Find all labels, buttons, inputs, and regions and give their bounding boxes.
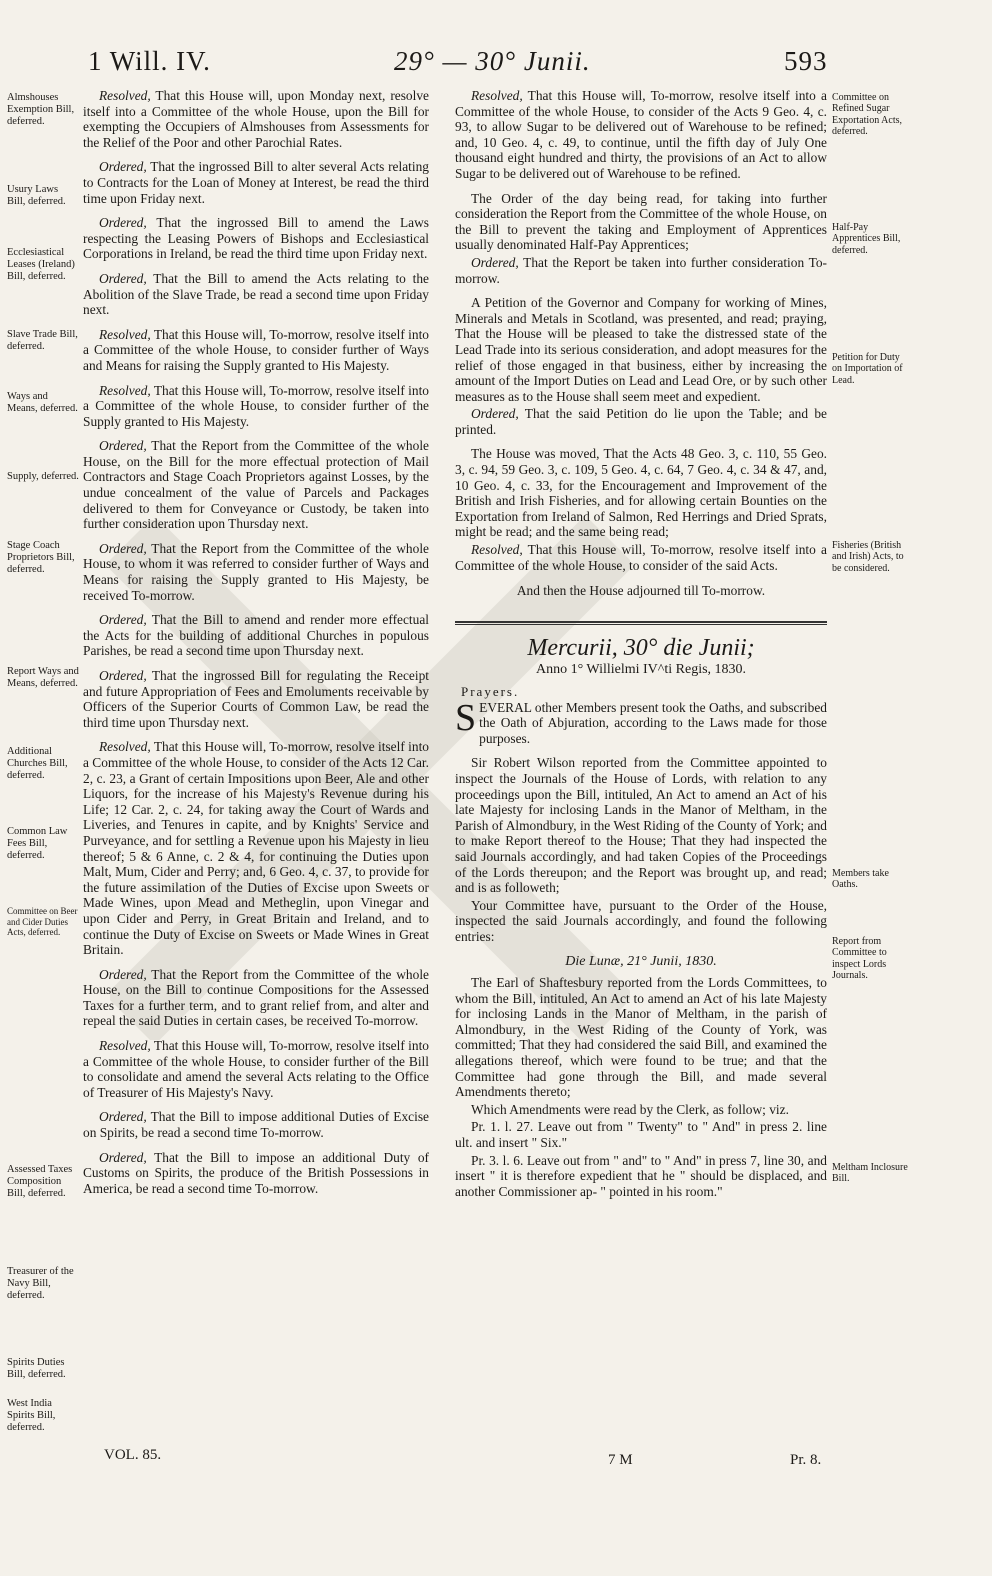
entry-date-subheading: Die Lunæ, 21° Junii, 1830. <box>565 953 717 969</box>
margin-note: West India Spirits Bill, deferred. <box>7 1398 56 1433</box>
entry-fisheries-resolved: Resolved, That this House will, To-morrow, resolve itself into a Committee of the whole House, to consider of the said Acts. <box>455 542 827 573</box>
margin-note: Half-Pay Apprentices Bill, deferred. <box>832 222 901 256</box>
entry-report-ways-means: Ordered, That the Report from the Committee of the whole House, to whom it was referred to consider further of Ways and Means for raising the Supply granted to His Majesty, be received To-morrow. <box>83 540 429 603</box>
catchword: Pr. 8. <box>790 1452 822 1468</box>
header-dates: 29° — 30° Junii. <box>394 46 591 76</box>
entry-additional-churches: Ordered, That the Bill to amend and render more effectual the Acts for the building of additional Churches in populous Parishes, be read a second time upon Thursday next. <box>83 612 429 659</box>
margin-note: Almshouses Exemption Bill, deferred. <box>7 92 75 127</box>
entry-lords-journals-report: Sir Robert Wilson reported from the Committee appointed to inspect the Journals of the House of Lords, with relation to any proceedings upon the Bill, intituled, An Act to amend an Act of his late Majesty for inclosing Lands in the Manor of Meltham, in the Parish of Almondbury, in the West Riding of the County of York; and to make Report thereof to the House; That they had inspected the said Journals accordingly, and had taken Copies of the Proceedings of the Lords thereupon; and the Report was brought up, and read; and is as followeth; <box>455 755 827 896</box>
prayers-heading: Prayers. <box>461 684 520 699</box>
entry-west-india-spirits: Ordered, That the Bill to impose an additional Duty of Customs on Spirits, the produce of the British Possessions in America, be read a second time To-morrow. <box>83 1149 429 1196</box>
entry-lead-petition: A Petition of the Governor and Company for working of Mines, Minerals and Metals in Scotland, was presented, and read; praying, That the House will be pleased to take the distressed state of the Lead Trade into its serious consideration, and adopt measures for the relief of those engaged in that business, either by increasing the amount of the Import Duties on Lead and Lead Ore, or by such other measures as to the House shall seem meet and expedient. <box>455 295 827 404</box>
margin-note: Spirits Duties Bill, deferred. <box>7 1357 66 1380</box>
entry-supply: Resolved, That this House will, To-morrow, resolve itself into a Committee of the whole House, to consider further of the Supply granted to His Majesty. <box>83 382 429 429</box>
entry-fisheries: The House was moved, That the Acts 48 Geo. 3, c. 110, 55 Geo. 3, c. 94, 59 Geo. 3, c. 109, 5 Geo. 4, c. 64, 7 Geo. 4, c. 34 & 47, and, 10 Geo. 4, c. 33, for the Encouragement and Improvement of the British and Irish Fisheries, and for allowing certain Bounties on the Exportation from Ireland of Salmon, Red Herrings and Dried Sprats, might be read; and the same being read; <box>455 446 827 540</box>
entry-amendment-2: Pr. 3. l. 6. Leave out from " and" to " And" in press 7, line 30, and insert " it is therefore expedient that he " should be displaced, and another Commissioner ap- " pointed in his room." <box>455 1152 827 1199</box>
header-regnal-year: 1 Will. IV. <box>88 46 211 76</box>
margin-note: Petition for Duty on Importation of Lead. <box>832 352 903 386</box>
margin-note: Committee on Refined Sugar Exportation Acts, deferred. <box>832 92 902 138</box>
margin-note: Stage Coach Proprietors Bill, deferred. <box>7 540 75 575</box>
entry-common-law-fees: Ordered, That the ingrossed Bill for regulating the Receipt and future Appropriation of Fees and Emoluments receivable by Officers of the Superior Courts of Common Law, be read the third time upon Thursday next. <box>83 668 429 730</box>
margin-note: Treasurer of the Navy Bill, deferred. <box>7 1266 74 1301</box>
margin-note: Slave Trade Bill, deferred. <box>7 329 78 352</box>
margin-note: Meltham Inclosure Bill. <box>832 1162 908 1185</box>
entry-members-oaths: SEVERAL other Members present took the Oaths, and subscribed the Oath of Abjuration, according to the Laws made for those purposes. <box>455 696 827 746</box>
entry-usury-laws: Ordered, That the ingrossed Bill to alter several Acts relating to Contracts for the Loan of Money at Interest, be read the third time upon Friday next. <box>83 159 429 206</box>
left-column <box>83 88 429 1205</box>
sitting-date-title: Mercurii, 30° die Junii; <box>527 634 755 661</box>
entry-amendments-read: Which Amendments were read by the Clerk, as follow; viz. <box>471 1101 789 1117</box>
entry-lead-petition-order: Ordered, That the said Petition do lie upon the Table; and be printed. <box>455 406 827 437</box>
entry-beer-cider-duties: Resolved, That this House will, To-morrow, resolve itself into a Committee of the whole House, to consider of the Acts 12 Car. 2, c. 23, a Grant of certain Impositions upon Beer, Ale and other Liquors, for the increase of his Majesty's Revenue during his Life; 12 Car. 2, c. 24, for taking away the Court of Wards and Liveries, and Tenures in capite, and by Knights' Service and Purveyance, and for settling a Revenue upon his Majesty in lieu thereof; 5 & 6 Anne, c. 2 & 4, for continuing the Duties upon Malt, Mum, Cider and Perry; and, 6 Geo. 4, c. 37, to provide for the future assimilation of the Duties of Excise upon Sweets or Made Wines, upon Mead and Metheglin, upon Vinegar and upon Cider and Perry, in Great Britain and Ireland, and to continue the Duty of Excise on Sweets or Made Wines in Great Britain. <box>83 739 429 958</box>
margin-note: Additional Churches Bill, deferred. <box>7 746 68 781</box>
margin-note: Fisheries (British and Irish) Acts, to be considered. <box>832 540 904 574</box>
margin-note: Ways and Means, deferred. <box>7 391 78 414</box>
volume-number: VOL. 85. <box>104 1447 162 1463</box>
entry-committee-findings: Your Committee have, pursuant to the Order of the House, inspected the said Journals accordingly, and found the following entries: <box>455 897 827 944</box>
entry-spirits-duties: Ordered, That the Bill to impose additional Duties of Excise on Spirits, be read a second time To-morrow. <box>83 1109 429 1141</box>
entry-refined-sugar: Resolved, That this House will, To-morrow, resolve itself into a Committee of the whole House, to consider of the Acts 9 Geo. 4, c. 93, to allow Sugar to be delivered out of Warehouse to be refined; and, 10 Geo. 4, c. 49, to continue, until the fifth day of July One thousand eight hundred and thirty, the provisions of an Act to allow Sugar to be delivered out of Warehouse to be refined. <box>455 88 827 181</box>
margin-note: Committee on Beer and Cider Duties Acts, deferred. <box>7 906 78 937</box>
adjournment: And then the House adjourned till To-morrow. <box>516 583 766 599</box>
margin-note: Report Ways and Means, deferred. <box>7 666 79 689</box>
margin-note: Assessed Taxes Composition Bill, deferred. <box>7 1164 73 1199</box>
margin-note: Members take Oaths. <box>832 868 889 891</box>
margin-note: Supply, deferred. <box>7 471 79 482</box>
margin-note: Ecclesiastical Leases (Ireland) Bill, deferred. <box>7 247 75 282</box>
margin-note: Common Law Fees Bill, deferred. <box>7 826 68 861</box>
entry-ways-and-means: Resolved, That this House will, To-morrow, resolve itself into a Committee of the whole House, to consider further of Ways and Means for raising the Supply granted to His Majesty. <box>83 326 429 373</box>
margin-note: Report from Committee to inspect Lords Journals. <box>832 936 887 982</box>
regnal-year-line: Anno 1° Willielmi IV^ti Regis, 1830. <box>535 662 747 678</box>
drop-cap: S <box>455 696 477 739</box>
section-divider <box>455 621 827 625</box>
entry-half-pay-apprentices: The Order of the day being read, for taking into further consideration the Report from the Committee of the whole House, on the Bill to prevent the taking and Employment of Apprentices usually denominated Half-Pay Apprentices; <box>455 190 827 253</box>
margin-note: Usury Laws Bill, deferred. <box>7 184 66 207</box>
right-column <box>455 88 827 1201</box>
page-number: 593 <box>784 46 828 76</box>
entry-almshouses: Resolved, That this House will, upon Monday next, resolve itself into a Committee of the whole House, upon the Bill for exempting the Occupiers of Almshouses from Assessments for the Relief of the Poor and other Parochial Rates. <box>83 88 429 150</box>
entry-assessed-taxes: Ordered, That the Report from the Committee of the whole House, on the Bill to continue Compositions for the Assessed Taxes for a further term, and to grant relief from, and alter and repeal the said Duties in certain cases, be received To-morrow. <box>83 966 429 1029</box>
signature-mark: 7 M <box>608 1452 633 1468</box>
entry-half-pay-order: Ordered, That the Report be taken into further consideration To-morrow. <box>455 254 827 286</box>
entry-ecclesiastical-leases: Ordered, That the ingrossed Bill to amend the Laws respecting the Leasing Powers of Bishops and Ecclesiastical Corporations in Ireland, be read the third time upon Friday next. <box>83 215 429 262</box>
entry-stage-coach: Ordered, That the Report from the Committee of the whole House, on the Bill for the more effectual protection of Mail Contractors and Stage Coach Proprietors against Losses, by the undue concealment of the value of Parcels and Packages delivered to them for Conveyance or Custody, be taken into further consideration upon Thursday next. <box>83 438 429 532</box>
entry-slave-trade: Ordered, That the Bill to amend the Acts relating to the Abolition of the Slave Trade, be read a second time upon Friday next. <box>83 270 429 318</box>
entry-amendment-1: Pr. 1. l. 27. Leave out from " Twenty" to " And" in press 2. line ult. and insert " Six." <box>455 1119 827 1151</box>
entry-treasurer-navy: Resolved, That this House will, To-morrow, resolve itself into a Committee of the whole House, to consider further of the Bill to consolidate and amend the several Acts relating to the Office of Treasurer of His Majesty's Navy. <box>83 1038 429 1100</box>
entry-shaftesbury-report: The Earl of Shaftesbury reported from the Lords Committees, to whom the Bill, intituled, An Act to amend an Act of his late Majesty for inclosing Lands in the Manor of Meltham, in the parish of Almondbury, in the West Riding of the County of York, was committed; That they had considered the said Bill, and examined the allegations thereof, which were found to be true; and that the Committee had gone through the Bill, and made several Amendments thereto; <box>455 975 827 1100</box>
